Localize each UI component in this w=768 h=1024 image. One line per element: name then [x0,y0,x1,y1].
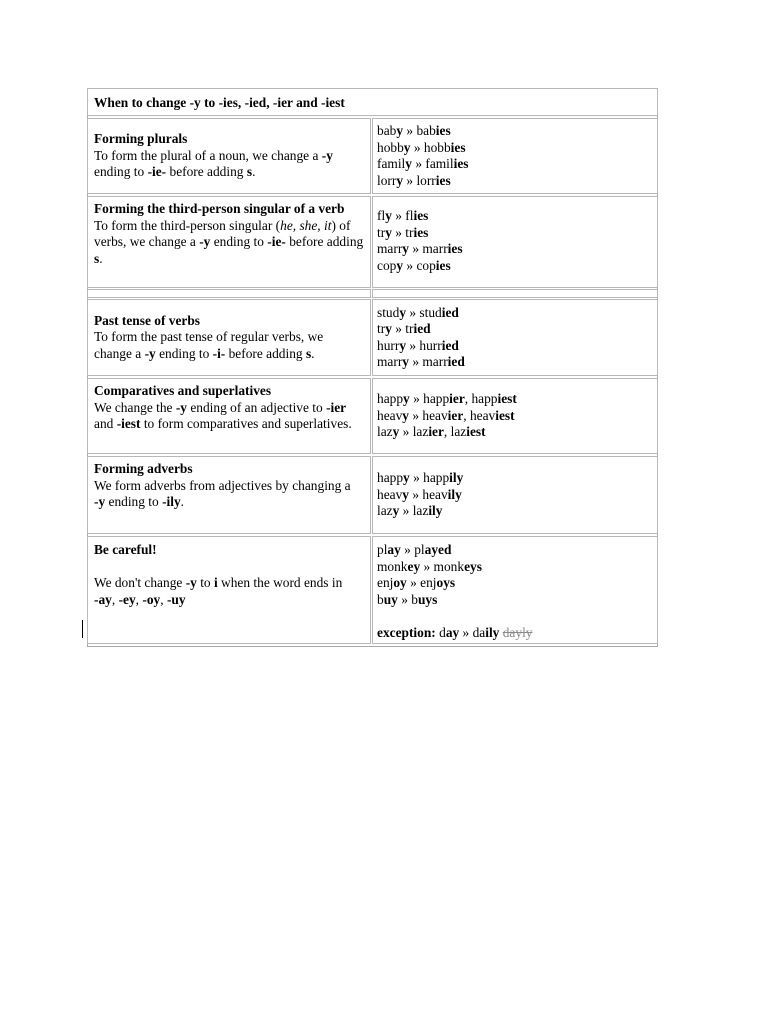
example-segment: uy [383,591,398,607]
text-segment: i [213,575,218,590]
example-item [377,338,653,355]
text-segment: he, she, it [280,217,332,233]
example-segment: heav [377,407,403,423]
text-segment: exception: [377,624,436,640]
example-segment: » hurr [406,337,442,353]
example-segment: y [403,391,410,407]
example-segment: ily [449,470,464,486]
text-segment: ending to [105,494,163,509]
example-segment: » lorr [403,172,436,188]
example-segment: y [399,337,407,353]
example-segment: y [403,139,411,155]
text-segment: -ie- [267,234,286,249]
rule-cell-comparatives [87,378,371,454]
empty-cell [372,289,658,298]
rule-description [94,400,364,433]
example-segment: y [385,321,392,336]
example-segment: stud [377,304,400,320]
example-segment: , heav [463,407,496,423]
example-item [377,225,653,242]
text-segment: To form the third-person singular ( [94,217,281,233]
text-segment: ) of verbs, we change a [94,217,351,249]
example-segment: y [402,354,409,369]
text-segment: -ey [118,591,136,607]
example-segment: y [402,486,409,502]
example-segment: ies [435,257,451,273]
rule-heading: Forming the third-person singular of a verb [94,201,345,216]
example-segment: » fl [391,208,414,223]
empty-cell [87,289,371,298]
examples-list [377,391,653,441]
text-segment: dayly [502,624,533,640]
text-segment: to [196,575,214,590]
example-segment: laz [377,424,393,440]
example-segment: » tr [391,224,414,240]
example-item [377,470,653,487]
example-segment: ies [453,156,469,171]
example-segment: fl [377,208,386,223]
example-item [377,123,653,140]
example-segment: ied [413,321,431,336]
text-segment: s [94,250,100,266]
example-segment: y [396,123,404,138]
example-segment: , laz [443,424,467,440]
exception-line [377,625,653,642]
example-item [377,592,653,609]
text-segment: when the word ends in [217,575,343,590]
example-segment: famil [377,156,406,171]
text-segment: -ie- [147,164,167,180]
example-segment: uys [417,591,438,607]
example-segment: ies [413,224,429,240]
text-segment: ending of an adjective to [186,399,327,415]
example-item [377,391,653,408]
example-segment: » enj [406,575,437,590]
example-item [377,258,653,275]
examples-cell-adverbs [372,456,658,534]
example-segment: tr [377,321,386,336]
text-segment: -uy [166,591,186,607]
example-segment: happ [377,470,404,486]
example-segment: » hobb [410,139,451,155]
example-segment: » b [397,591,418,607]
example-item [377,354,653,371]
example-segment: , happ [464,391,498,407]
text-segment: -y [175,399,187,415]
example-segment: ily [428,503,443,519]
example-item [377,542,653,559]
example-segment: ied [447,354,465,369]
text-segment: before adding [225,345,306,361]
text-segment: -y [144,345,156,361]
example-segment: » tr [391,321,414,336]
text-segment: , [160,591,167,607]
examples-cell-comparatives [372,378,658,454]
text-segment: before adding [285,234,364,249]
example-segment: » monk [420,558,465,574]
text-segment: -ier [326,399,347,415]
rule-heading: Forming adverbs [94,461,193,476]
rule-cell-past-tense [87,299,371,376]
example-item [377,321,653,338]
example-segment: y [385,224,392,240]
example-segment: ied [441,337,459,353]
rule-description [94,148,364,181]
example-segment: marr [377,354,403,369]
example-segment: lorr [377,172,397,188]
example-segment: oys [436,575,456,590]
text-segment: to form comparatives and superlatives. [140,416,352,431]
example-segment: eys [464,558,482,574]
text-segment: We form adverbs from adjectives by changing a [94,477,351,493]
examples-list [377,123,653,189]
example-segment: y [402,241,409,256]
rule-heading: Be careful! [94,542,157,557]
example-segment: » bab [403,123,436,138]
text-segment: before adding [166,164,247,180]
example-segment: y [405,156,412,171]
example-segment: y [392,424,400,440]
example-segment: pl [377,542,388,557]
text-segment: -y [94,494,106,509]
example-segment: iest [497,391,517,407]
example-item [377,208,653,225]
text-segment: -oy [142,591,161,607]
example-item [377,305,653,322]
example-segment: ier [428,424,444,440]
example-segment: » happ [409,391,450,407]
text-segment: . [252,164,256,180]
example-segment: » heav [408,407,448,423]
example-item [377,241,653,258]
rule-heading: Forming plurals [94,131,188,147]
rule-cell-plurals [87,118,371,194]
rule-heading: Comparatives and superlatives [94,383,272,398]
text-segment: . [311,345,315,361]
example-segment: » pl [400,542,425,557]
example-item [377,503,653,520]
example-segment: » marr [408,241,448,256]
example-segment: laz [377,503,393,519]
text-segment: ending to [94,164,148,180]
text-segment: ay [445,624,460,640]
example-item [377,173,653,190]
example-segment: » happ [409,470,450,486]
example-item [377,559,653,576]
text-segment: We don't change [94,575,186,590]
example-segment: tr [377,224,386,240]
example-segment: y [392,503,400,519]
example-segment: hurr [377,337,400,353]
text-segment: s [305,345,312,361]
example-segment: cop [377,257,397,273]
text-segment: -y [199,234,211,249]
text-segment: -ay [94,591,112,607]
example-item [377,424,653,441]
example-segment: ayed [424,542,452,557]
example-segment: ies [413,208,429,223]
example-segment: ey [407,558,421,574]
example-segment: » laz [399,424,429,440]
table-title: When to change -y to -ies, -ied, -ier and -iest [87,88,658,116]
text-segment: To form the plural of a noun, we change a [94,147,322,163]
example-segment: happ [377,391,404,407]
example-item [377,140,653,157]
rule-cell-adverbs [87,456,371,534]
examples-list [377,542,653,608]
text-segment: . [180,494,185,509]
example-segment: » laz [399,503,429,519]
text-segment: -iest [116,416,141,431]
example-item [377,575,653,592]
text-segment: s [246,164,253,180]
example-segment: hobb [377,139,404,155]
examples-cell-past-tense [372,299,658,376]
text-segment: and [94,416,117,431]
example-segment: oy [393,575,407,590]
example-item [377,408,653,425]
example-segment: » famil [411,156,454,171]
text-segment: -y [321,147,333,163]
examples-list [377,305,653,371]
text-segment: -y [185,575,197,590]
text-segment: . [99,250,103,266]
example-segment: y [385,208,392,223]
text-segment: , [111,591,119,607]
example-segment: heav [377,486,403,502]
example-segment: ier [447,407,464,423]
example-segment: y [402,407,409,423]
example-segment: » heav [408,486,448,502]
example-segment: marr [377,241,403,256]
example-segment: bab [377,123,397,138]
text-segment: d [435,624,446,640]
example-segment: ies [447,241,463,256]
rule-description [94,575,364,608]
text-segment: » da [459,624,486,640]
rule-description [94,329,364,362]
example-segment: iest [495,407,515,423]
text-segment: -ily [162,494,181,509]
example-segment: ier [449,391,465,407]
example-segment: enj [377,575,394,590]
examples-cell-third-person [372,196,658,288]
example-segment: ily [447,486,462,502]
example-segment: ies [450,139,466,155]
rule-cell-be-careful [87,536,371,644]
example-segment: ied [441,304,459,320]
example-segment: monk [377,558,408,574]
example-item [377,156,653,173]
text-segment: ily [485,624,500,640]
text-segment: ending to [210,234,268,249]
rule-cell-third-person [87,196,371,288]
rule-description [94,478,364,511]
example-segment: y [399,304,407,320]
rule-heading: Past tense of verbs [94,312,200,328]
rule-description [94,218,364,268]
example-segment: b [377,591,384,607]
example-item [377,487,653,504]
example-segment: » cop [403,257,436,273]
example-segment: ies [435,123,451,138]
example-segment: y [396,172,404,188]
example-segment: » marr [408,354,448,369]
examples-cell-plurals [372,118,658,194]
example-segment: » stud [406,304,442,320]
text-segment: We change the [94,399,176,415]
text-segment: , [135,591,143,607]
text-segment: -i- [212,345,226,361]
example-segment: ay [387,542,401,557]
examples-cell-be-careful [372,536,658,644]
text-segment: To form the past tense of regular verbs, we change a [94,329,324,361]
example-segment: y [396,257,404,273]
text-segment: ending to [155,345,213,361]
examples-list [377,208,653,274]
examples-list [377,470,653,520]
text-cursor [82,620,83,638]
example-segment: iest [466,424,486,440]
example-segment: y [403,470,410,486]
example-segment: ies [435,172,451,188]
